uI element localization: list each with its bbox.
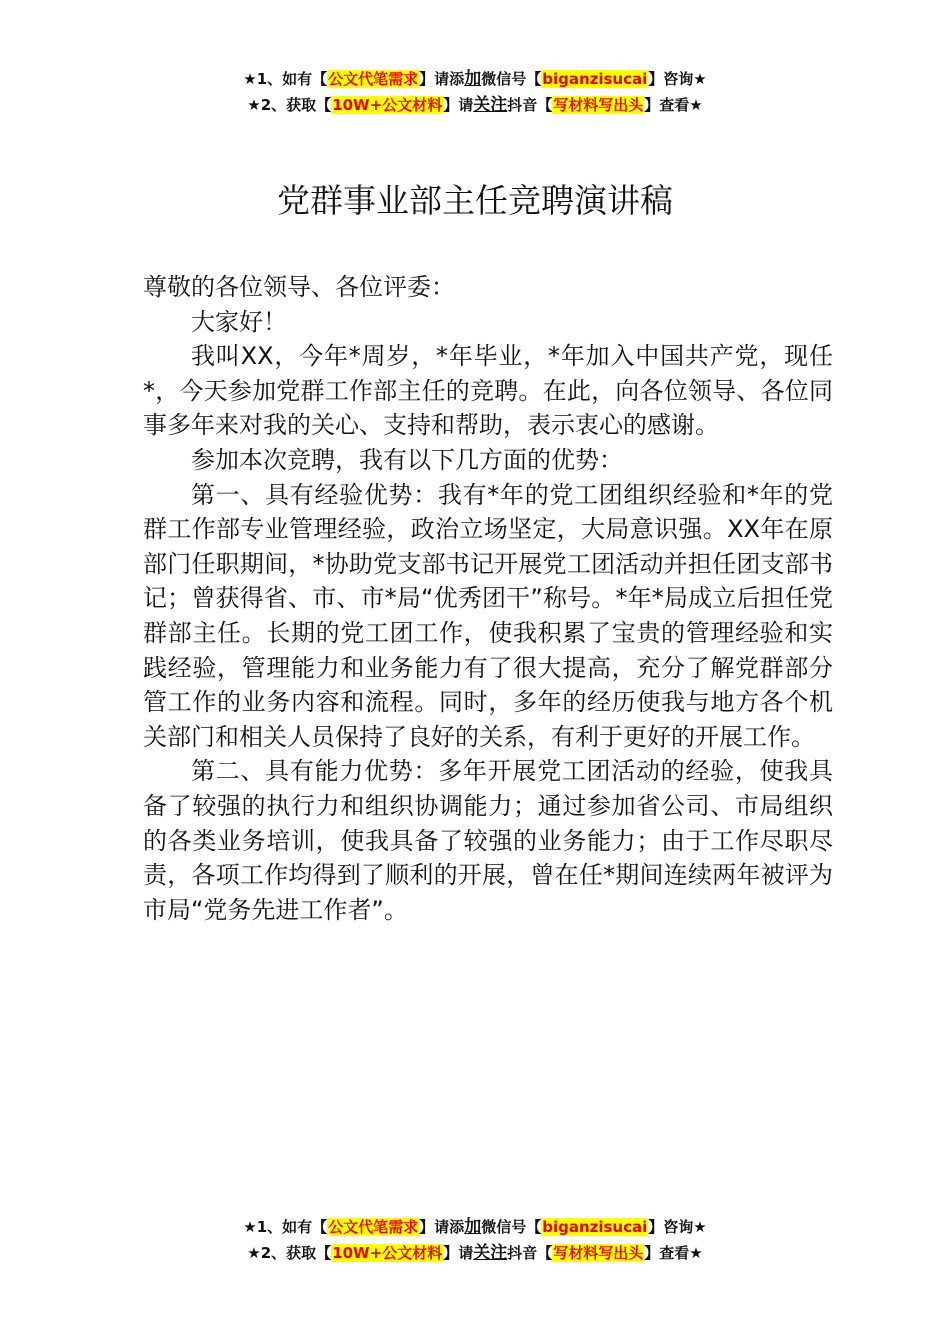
banner-line-2: [0, 1240, 950, 1266]
banner-text: ★2、获取【: [247, 1244, 332, 1262]
banner-text: ★1、如有【: [243, 70, 328, 88]
header-banner: [0, 66, 950, 118]
banner-line-2: [0, 92, 950, 118]
banner-text: 】咨询★: [648, 70, 707, 88]
banner-text: 】请: [443, 96, 474, 114]
banner-text: 抖音【: [507, 96, 553, 114]
highlight-wechat-id: biganzisucai: [542, 1218, 648, 1236]
banner-text: 微信号【: [481, 1218, 542, 1236]
document-title: 党群事业部主任竞聘演讲稿: [277, 181, 673, 220]
banner-line-1: [0, 66, 950, 92]
banner-text: 】请添: [419, 1218, 465, 1236]
emphasis-text: 关注: [473, 95, 508, 115]
paragraph-greeting: 大家好！: [191, 307, 287, 336]
highlight-service: 公文代笔需求: [328, 70, 419, 88]
highlight-materials: 10W+公文材料: [332, 1244, 443, 1262]
emphasis-text: 加: [464, 1217, 482, 1237]
highlight-materials: 10W+公文材料: [332, 96, 443, 114]
banner-text: 】请添: [419, 70, 465, 88]
banner-text: ★1、如有【: [243, 1218, 328, 1236]
banner-text: ★2、获取【: [247, 96, 332, 114]
highlight-douyin-account: 写材料写出头: [553, 1244, 644, 1262]
paragraph-ability-advantage: 第二、具有能力优势：多年开展党工团活动的经验，使我具备了较强的执行力和组织协调能力；通过参加省公司、市局组织的各类业务培训，使我具备了较强的业务能力；由于工作尽职尽责，各项工作均得到了顺利的开展，曾在任*期间连续两年被评为市局“党务先进工作者”。: [143, 757, 833, 924]
banner-text: 】查看★: [644, 1244, 703, 1262]
paragraph-introduction: 我叫XX，今年*周岁，*年毕业，*年加入中国共产党，现任*，今天参加党群工作部主任的竞聘。在此，向各位领导、各位同事多年来对我的关心、支持和帮助，表示衷心的感谢。: [143, 342, 833, 440]
banner-text: 微信号【: [481, 70, 542, 88]
footer-banner: [0, 1214, 950, 1266]
paragraph-experience-advantage: 第一、具有经验优势：我有*年的党工团组织经验和*年的党群工作部专业管理经验，政治立场坚定，大局意识强。XX年在原部门任职期间，*协助党支部书记开展党工团活动并担任团支部书记；曾获得省、市、市*局“优秀团干”称号。*年*局成立后担任党群部主任。长期的党工团工作，使我积累了宝贵的管理经验和实践经验，管理能力和业务能力有了很大提高，充分了解党群部分管工作的业务内容和流程。同时，多年的经历使我与地方各个机关部门和相关人员保持了良好的关系，有利于更好的开展工作。: [143, 480, 833, 751]
emphasis-text: 关注: [473, 1243, 508, 1263]
banner-text: 抖音【: [507, 1244, 553, 1262]
paragraph-advantages-intro: 参加本次竞聘，我有以下几方面的优势：: [191, 445, 623, 474]
banner-text: 】咨询★: [648, 1218, 707, 1236]
highlight-douyin-account: 写材料写出头: [553, 96, 644, 114]
highlight-wechat-id: biganzisucai: [542, 70, 648, 88]
highlight-service: 公文代笔需求: [328, 1218, 419, 1236]
emphasis-text: 加: [464, 69, 482, 89]
banner-line-1: [0, 1214, 950, 1240]
banner-text: 】查看★: [644, 96, 703, 114]
document-body: [143, 270, 833, 927]
salutation: 尊敬的各位领导、各位评委：: [143, 273, 455, 301]
banner-text: 】请: [443, 1244, 474, 1262]
